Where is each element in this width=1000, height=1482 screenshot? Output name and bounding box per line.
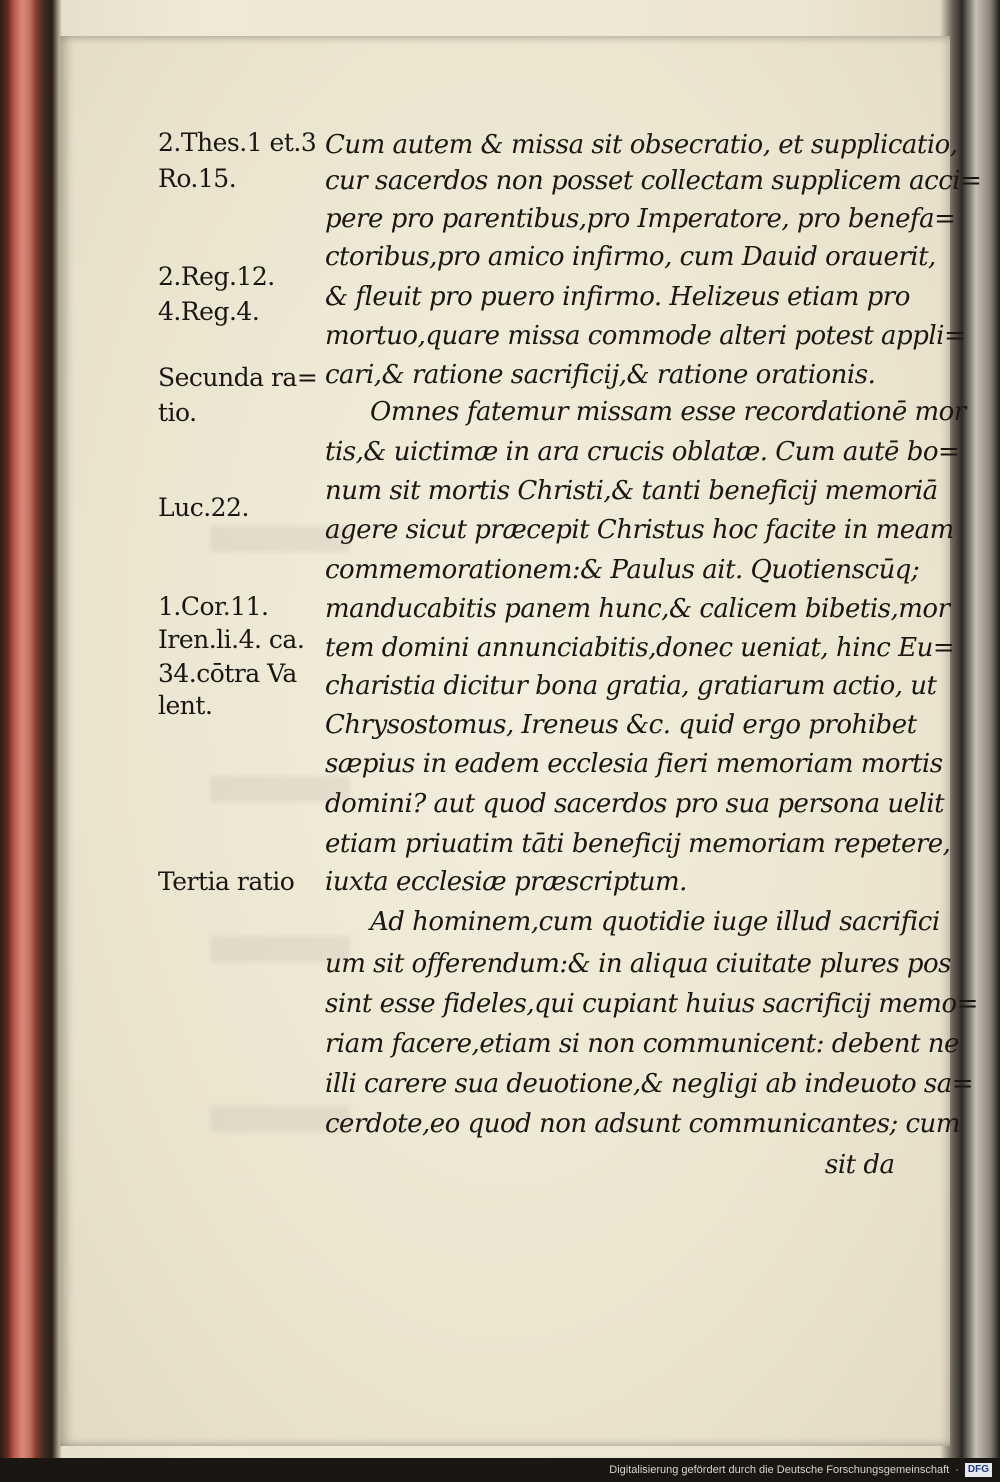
dfg-logo: DFG [965, 1463, 992, 1477]
margin-note: 2.Reg.12. [158, 262, 275, 291]
text-line: sint esse fideles,qui cupiant huius sacrificij memo= [325, 989, 978, 1019]
text-line: cerdote,eo quod non adsunt communicantes; cum [325, 1109, 960, 1139]
margin-note: 4.Reg.4. [158, 297, 260, 326]
text-line: etiam priuatim tāti beneficij memoriam repetere, [325, 829, 951, 859]
margin-note: 2.Thes.1 et.3 [158, 128, 317, 157]
footer-credit: Digitalisierung gefördert durch die Deutsche Forschungsgemeinschaft [609, 1464, 950, 1476]
margin-note: Tertia ratio [158, 867, 295, 896]
text-line: tis,& uictimæ in ara crucis oblatæ. Cum autē bo= [325, 437, 960, 467]
text-line: sæpius in eadem ecclesia fieri memoriam mortis [325, 749, 943, 779]
text-line: illi carere sua deuotione,& negligi ab indeuoto sa= [325, 1069, 974, 1099]
text-line: & fleuit pro puero infirmo. Helizeus etiam pro [325, 282, 910, 312]
text-line: mortuo,quare missa commode alteri potest appli= [325, 321, 966, 351]
text-line: commemorationem:& Paulus ait. Quotienscūq; [325, 555, 920, 585]
text-line: cur sacerdos non posset collectam supplicem acci= [325, 166, 982, 196]
text-line: Cum autem & missa sit obsecratio, et supplicatio, [325, 130, 958, 160]
margin-note: lent. [158, 691, 213, 720]
text-line: Omnes fatemur missam esse recordationē mor [370, 397, 966, 427]
text-line: Chrysostomus, Ireneus &c. quid ergo prohibet [325, 710, 917, 740]
margin-note: Ro.15. [158, 164, 237, 193]
text-line: ctoribus,pro amico infirmo, cum Dauid orauerit, [325, 242, 936, 272]
margin-note: 1.Cor.11. [158, 592, 269, 621]
text-line: iuxta ecclesiæ præscriptum. [325, 867, 687, 897]
text-line: num sit mortis Christi,& tanti beneficij memoriā [325, 476, 938, 506]
text-line: um sit offerendum:& in aliqua ciuitate plures pos [325, 949, 951, 979]
text-line: cari,& ratione sacrificij,& ratione orationis. [325, 360, 876, 390]
text-line: agere sicut præcepit Christus hoc facite in meam [325, 515, 954, 545]
text-line: riam facere,etiam si non communicent: debent ne [325, 1029, 959, 1059]
margin-note: Secunda ra= [158, 363, 318, 392]
text-line: charistia dicitur bona gratia, gratiarum actio, ut [325, 671, 937, 701]
catchword: sit da [825, 1150, 895, 1180]
margin-note: Luc.22. [158, 493, 249, 522]
margin-note: tio. [158, 398, 197, 427]
text-line: manducabitis panem hunc,& calicem bibetis,mor [325, 594, 950, 624]
text-line: domini? aut quod sacerdos pro sua persona uelit [325, 789, 945, 819]
margin-note: Iren.li.4. ca. [158, 625, 305, 654]
text-line: pere pro parentibus,pro Imperatore, pro benefa= [325, 204, 956, 234]
digitization-footer: Digitalisierung gefördert durch die Deutsche Forschungsgemeinschaft · DFG [609, 1461, 992, 1479]
margin-note: 34.cōtra Va [158, 659, 297, 688]
text-line: Ad hominem,cum quotidie iuge illud sacrifici [370, 907, 940, 937]
text-line: tem domini annunciabitis,donec ueniat, hinc Eu= [325, 633, 955, 663]
